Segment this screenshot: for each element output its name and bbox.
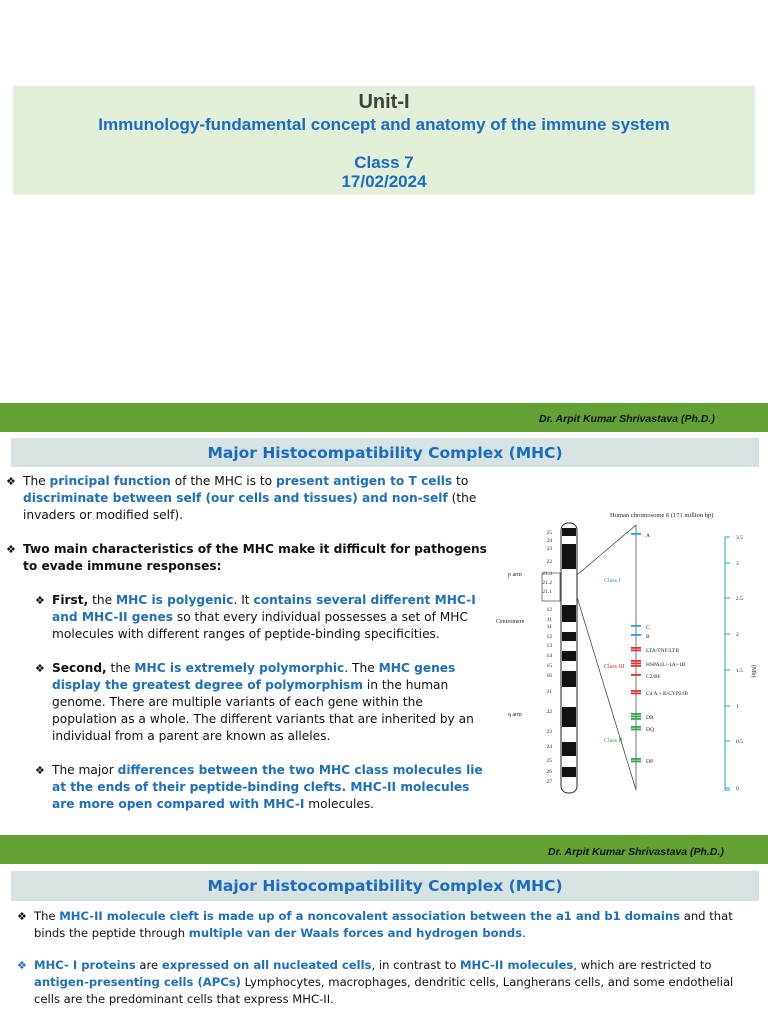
title-box: [13, 86, 755, 195]
chromosome-bands: [542, 528, 576, 785]
q-arm-label: q arm: [508, 712, 522, 718]
text: The major: [52, 763, 118, 777]
band-label: 11: [546, 617, 552, 623]
lead: Second,: [52, 661, 107, 675]
band-segment: [562, 605, 576, 615]
text: to: [452, 474, 469, 488]
gene-marker: [631, 665, 641, 667]
gene-label: DR: [646, 715, 654, 721]
band-label: 22: [546, 709, 552, 715]
band-segment: [562, 544, 576, 557]
text: The: [23, 474, 50, 488]
gene-label: HSPA1L/-1A/-1B: [646, 662, 686, 668]
band-label: 15: [546, 663, 552, 669]
bullet-mhc2-cleft: [13, 908, 755, 942]
band-label: 25: [546, 530, 552, 536]
band-segment: [562, 528, 576, 536]
gene-marker: [631, 647, 641, 649]
text: and that binds the peptide through: [34, 909, 733, 940]
scale-label: 3: [736, 561, 739, 567]
band-label: 21: [546, 689, 552, 695]
band-label: 23: [546, 729, 552, 735]
highlight: principal function: [49, 474, 171, 488]
scale-label: 0.5: [736, 739, 743, 745]
text: Lymphocytes, macrophages, dendritic cells, Langherans cells, and some endothelial cells are the predominant cells that express MHC-II.: [34, 975, 734, 1006]
gene-label: C: [646, 625, 650, 631]
band-label: 13: [546, 643, 552, 649]
bullet-mhc1-expression: [13, 957, 755, 1008]
band-label: 21.3: [542, 571, 552, 577]
highlight: MHC is polygenic: [115, 593, 234, 607]
text: (the invaders or modified self).: [23, 491, 477, 522]
gene-label: DP: [646, 759, 654, 765]
band-segment: [562, 742, 576, 756]
gene-marker: [631, 761, 641, 763]
lead: First,: [52, 593, 89, 607]
scale-label: 3.5: [736, 535, 743, 541]
band-segment: [562, 767, 576, 777]
band-label: 23: [546, 546, 552, 552]
text: in the human genome. There are multiple variants of each gene within the population as a whole. The different variants that are inherited by an individual from a parent are known as alleles.: [52, 678, 474, 743]
text: , which are restricted to: [573, 958, 712, 972]
text: the: [106, 661, 135, 675]
highlight: MHC is extremely polymorphic: [134, 661, 345, 675]
mb-scale: [725, 535, 743, 792]
scale-unit: (Mb): [750, 665, 756, 678]
class-label: Class 7: [354, 153, 414, 172]
gene-label: A: [646, 533, 650, 539]
chromosome-6-figure: [494, 505, 766, 800]
text: . It: [233, 593, 254, 607]
diamond-bullet-icon: ❖: [6, 543, 16, 556]
unit-title: Unit-I: [358, 91, 410, 113]
text: .: [522, 926, 526, 940]
text: are: [135, 958, 162, 972]
centromere-label: Centromere: [496, 619, 525, 625]
band-segment: [562, 671, 576, 687]
class1-label: Class I: [604, 578, 621, 584]
highlight: present antigen to T cells: [276, 474, 453, 488]
diamond-bullet-icon: ❖: [35, 764, 45, 777]
band-label: 21.2: [542, 580, 552, 586]
slide2-heading: Major Histocompatibility Complex (MHC): [11, 438, 759, 467]
text: so that every individual possesses a set of MHC molecules with different ranges of peptide-binding specificities.: [52, 610, 468, 641]
diamond-bullet-icon: ❖: [17, 910, 27, 923]
highlight: discriminate between self (our cells and tissues) and non-self: [23, 491, 448, 505]
gene-marker: [631, 663, 641, 665]
gene-marker: [631, 726, 641, 728]
gene-marker: [631, 625, 641, 627]
footer-author: Dr. Arpit Kumar Shrivastava (Ph.D.): [548, 846, 724, 858]
highlight: multiple van der Waals forces and hydrogen bonds: [188, 926, 523, 940]
highlight: MHC genes display the greatest degree of polymorphism: [52, 661, 456, 692]
slide3-heading: Major Histocompatibility Complex (MHC): [11, 871, 759, 901]
band-segment: [562, 707, 576, 727]
gene-label: C4 A + B/CYP21B: [646, 691, 689, 697]
gene-marker: [631, 660, 641, 662]
zoom-line-bottom: [577, 597, 636, 790]
zoom-line-top: [577, 525, 636, 575]
scale-label: 2.5: [736, 596, 743, 602]
band-label: 24: [546, 744, 552, 750]
band-segment: [562, 557, 576, 569]
gene-marker: [631, 729, 641, 731]
band-label: 27: [546, 779, 552, 785]
footer-bar-2: [0, 835, 768, 864]
text: Two main characteristics of the MHC make it difficult for pathogens to evade immune responses:: [23, 542, 487, 573]
diamond-bullet-icon: ❖: [35, 594, 45, 607]
gene-marker: [631, 693, 641, 695]
text: the: [88, 593, 116, 607]
gene-markers: [631, 533, 688, 765]
figure-title: Human chromosome 6 (171 million bp): [610, 512, 714, 519]
gene-label: DQ: [646, 727, 654, 733]
highlight: contains several different MHC-I and MHC-II genes: [52, 593, 476, 624]
bullet-two-characteristics: [0, 541, 490, 575]
band-label: 16: [546, 673, 552, 679]
band-label: 14: [546, 653, 552, 659]
gene-marker: [631, 716, 641, 718]
band-label: 11: [546, 624, 552, 630]
band-segment: [562, 651, 576, 661]
bullet-first-polygenic: [0, 592, 490, 643]
bullet-major-differences: [0, 762, 490, 813]
band-segment: [562, 615, 576, 622]
gene-marker: [631, 650, 641, 652]
course-subtitle: Immunology-fundamental concept and anatomy of the immune system: [98, 115, 670, 134]
gene-label: B: [646, 634, 650, 640]
scale-label: 1: [736, 704, 739, 710]
text: The: [34, 909, 60, 923]
scale-bracket: [725, 537, 730, 790]
footer-bar-1: [0, 403, 768, 432]
text: , in contrast to: [371, 958, 460, 972]
gene-marker: [631, 690, 641, 692]
highlight: expressed on all nucleated cells: [161, 958, 372, 972]
text: of the MHC is to: [170, 474, 276, 488]
band-label: 21.1: [542, 589, 552, 595]
gene-marker: [631, 533, 641, 535]
band-label: 25: [546, 758, 552, 764]
gene-marker: [631, 758, 641, 760]
highlight: differences between the two MHC class molecules lie at the ends of their peptide-binding clefts. MHC-II molecules are more open compared with MHC-I: [52, 763, 483, 811]
highlight: MHC- I proteins: [34, 958, 136, 972]
gene-label: LTA/TNF/LTB: [646, 648, 680, 654]
bullet-second-polymorphic: [0, 660, 490, 745]
scale-label: 1.5: [736, 668, 743, 674]
footer-author: Dr. Arpit Kumar Shrivastava (Ph.D.): [539, 413, 715, 425]
diamond-bullet-icon: ❖: [6, 475, 16, 488]
p-arm-label: p arm: [508, 572, 522, 578]
gene-marker: [631, 634, 641, 636]
highlight: antigen-presenting cells (APCs): [34, 975, 241, 989]
text: . The: [344, 661, 379, 675]
text: molecules.: [304, 797, 375, 811]
hla-region-box: [542, 573, 560, 601]
highlight: MHC-II molecule cleft is made up of a noncovalent association between the a1 and b1 domains: [59, 909, 681, 923]
highlight: MHC-II molecules: [459, 958, 574, 972]
slide3-bullets: [13, 908, 755, 1008]
band-label: 24: [546, 538, 552, 544]
gene-marker: [631, 718, 641, 720]
gene-label: C2/BF: [646, 674, 661, 680]
gene-marker: [631, 674, 641, 676]
diamond-bullet-icon: ❖: [17, 959, 27, 972]
gene-marker: [631, 713, 641, 715]
scale-label: 2: [736, 632, 739, 638]
class3-label: Class III: [604, 664, 625, 670]
diamond-bullet-icon: ❖: [35, 662, 45, 675]
band-label: 22: [546, 559, 552, 565]
band-label: 12: [546, 607, 552, 613]
class2-label: Class II: [604, 738, 623, 744]
band-segment: [562, 632, 576, 641]
slide2-bullets: [0, 473, 490, 813]
band-label: 26: [546, 769, 552, 775]
scale-label: 0: [736, 786, 739, 792]
bullet-principal-function: [0, 473, 490, 524]
band-label: 12: [546, 634, 552, 640]
class-date: 17/02/2024: [341, 172, 427, 191]
